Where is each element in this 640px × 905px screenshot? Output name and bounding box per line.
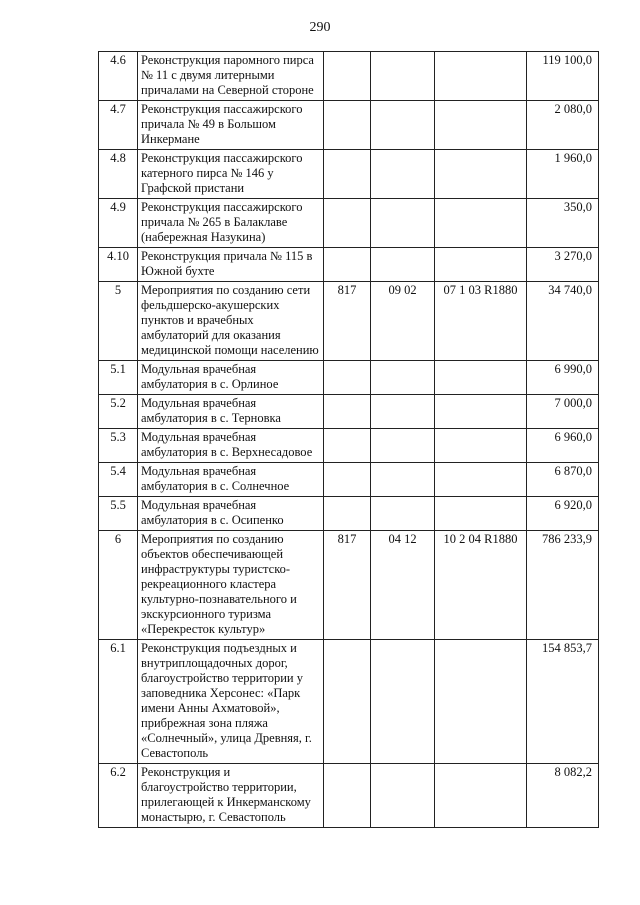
row-org-code-cell: [324, 150, 371, 199]
row-org-code-cell: [324, 199, 371, 248]
row-org-code-cell: [324, 395, 371, 429]
row-sum-cell: 350,0: [527, 199, 599, 248]
row-org-code-cell: [324, 764, 371, 828]
row-sum-cell: 6 870,0: [527, 463, 599, 497]
table-row: [99, 395, 599, 429]
row-article-code-cell: [435, 764, 527, 828]
table-row: [99, 101, 599, 150]
row-article-code-cell: 10 2 04 R1880: [435, 531, 527, 640]
row-name-cell: Реконструкция пассажирского причала № 49 в Большом Инкермане: [138, 101, 324, 150]
row-number-cell: 5.1: [99, 361, 138, 395]
row-number-cell: 5.3: [99, 429, 138, 463]
row-name-cell: Реконструкция и благоустройство территории, прилегающей к Инкерманскому монастырю, г. Севастополь: [138, 764, 324, 828]
row-number-cell: 6.1: [99, 640, 138, 764]
row-org-code-cell: [324, 52, 371, 101]
row-number-cell: 4.6: [99, 52, 138, 101]
table-row: [99, 764, 599, 828]
row-name-cell: Реконструкция причала № 115 в Южной бухте: [138, 248, 324, 282]
table-row: [99, 429, 599, 463]
row-name-cell: Реконструкция подъездных и внутриплощадочных дорог, благоустройство территории у заповедника Херсонес: «Парк имени Анны Ахматовой», прибрежная зона пляжа «Солнечный», улица Древняя, г. Севастополь: [138, 640, 324, 764]
row-article-code-cell: [435, 361, 527, 395]
row-name-cell: Реконструкция пассажирского катерного пирса № 146 у Графской пристани: [138, 150, 324, 199]
row-number-cell: 6.2: [99, 764, 138, 828]
row-section-code-cell: [371, 52, 435, 101]
row-org-code-cell: [324, 429, 371, 463]
row-org-code-cell: [324, 640, 371, 764]
page-number: 290: [309, 20, 331, 35]
row-number-cell: 4.9: [99, 199, 138, 248]
row-article-code-cell: 07 1 03 R1880: [435, 282, 527, 361]
row-section-code-cell: [371, 199, 435, 248]
row-sum-cell: 6 960,0: [527, 429, 599, 463]
row-sum-cell: 34 740,0: [527, 282, 599, 361]
row-org-code-cell: [324, 361, 371, 395]
table-row: [99, 248, 599, 282]
row-sum-cell: 119 100,0: [527, 52, 599, 101]
row-number-cell: 6: [99, 531, 138, 640]
row-section-code-cell: 04 12: [371, 531, 435, 640]
row-sum-cell: 1 960,0: [527, 150, 599, 199]
row-org-code-cell: [324, 248, 371, 282]
row-section-code-cell: [371, 429, 435, 463]
row-name-cell: Модульная врачебная амбулатория в с. Орлиное: [138, 361, 324, 395]
row-org-code-cell: [324, 463, 371, 497]
row-section-code-cell: 09 02: [371, 282, 435, 361]
row-section-code-cell: [371, 361, 435, 395]
row-article-code-cell: [435, 395, 527, 429]
row-number-cell: 4.8: [99, 150, 138, 199]
row-name-cell: Мероприятия по созданию объектов обеспечивающей инфраструктуры туристско-рекреационного кластера культурно-познавательного и экскурсионного туризма «Перекресток культур»: [138, 531, 324, 640]
row-article-code-cell: [435, 150, 527, 199]
row-article-code-cell: [435, 52, 527, 101]
row-name-cell: Модульная врачебная амбулатория в с. Осипенко: [138, 497, 324, 531]
row-name-cell: Реконструкция пассажирского причала № 265 в Балаклаве (набережная Назукина): [138, 199, 324, 248]
row-name-cell: Реконструкция паромного пирса № 11 с двумя литерными причалами на Северной стороне: [138, 52, 324, 101]
row-article-code-cell: [435, 248, 527, 282]
row-org-code-cell: 817: [324, 282, 371, 361]
row-section-code-cell: [371, 497, 435, 531]
table-row: [99, 52, 599, 101]
row-name-cell: Модульная врачебная амбулатория в с. Верхнесадовое: [138, 429, 324, 463]
row-sum-cell: 3 270,0: [527, 248, 599, 282]
row-number-cell: 5: [99, 282, 138, 361]
table-row: [99, 282, 599, 361]
row-org-code-cell: [324, 101, 371, 150]
row-article-code-cell: [435, 463, 527, 497]
row-section-code-cell: [371, 101, 435, 150]
table-row: [99, 361, 599, 395]
row-sum-cell: 6 990,0: [527, 361, 599, 395]
row-article-code-cell: [435, 101, 527, 150]
table-row: [99, 497, 599, 531]
table-row: [99, 150, 599, 199]
row-sum-cell: 6 920,0: [527, 497, 599, 531]
row-number-cell: 4.10: [99, 248, 138, 282]
row-section-code-cell: [371, 150, 435, 199]
row-number-cell: 5.4: [99, 463, 138, 497]
table-row: [99, 640, 599, 764]
table-body: [99, 52, 599, 828]
row-section-code-cell: [371, 640, 435, 764]
row-article-code-cell: [435, 429, 527, 463]
row-article-code-cell: [435, 640, 527, 764]
row-section-code-cell: [371, 395, 435, 429]
row-org-code-cell: 817: [324, 531, 371, 640]
row-article-code-cell: [435, 497, 527, 531]
row-number-cell: 5.5: [99, 497, 138, 531]
row-name-cell: Мероприятия по созданию сети фельдшерско-акушерских пунктов и врачебных амбулаторий для оказания медицинской помощи населению: [138, 282, 324, 361]
row-section-code-cell: [371, 248, 435, 282]
row-number-cell: 4.7: [99, 101, 138, 150]
table-row: [99, 463, 599, 497]
budget-table: [98, 51, 599, 828]
row-article-code-cell: [435, 199, 527, 248]
row-name-cell: Модульная врачебная амбулатория в с. Терновка: [138, 395, 324, 429]
row-name-cell: Модульная врачебная амбулатория в с. Солнечное: [138, 463, 324, 497]
table-row: [99, 199, 599, 248]
row-org-code-cell: [324, 497, 371, 531]
row-sum-cell: 2 080,0: [527, 101, 599, 150]
row-sum-cell: 786 233,9: [527, 531, 599, 640]
row-section-code-cell: [371, 764, 435, 828]
row-sum-cell: 154 853,7: [527, 640, 599, 764]
row-section-code-cell: [371, 463, 435, 497]
table-row: [99, 531, 599, 640]
row-sum-cell: 7 000,0: [527, 395, 599, 429]
row-sum-cell: 8 082,2: [527, 764, 599, 828]
row-number-cell: 5.2: [99, 395, 138, 429]
